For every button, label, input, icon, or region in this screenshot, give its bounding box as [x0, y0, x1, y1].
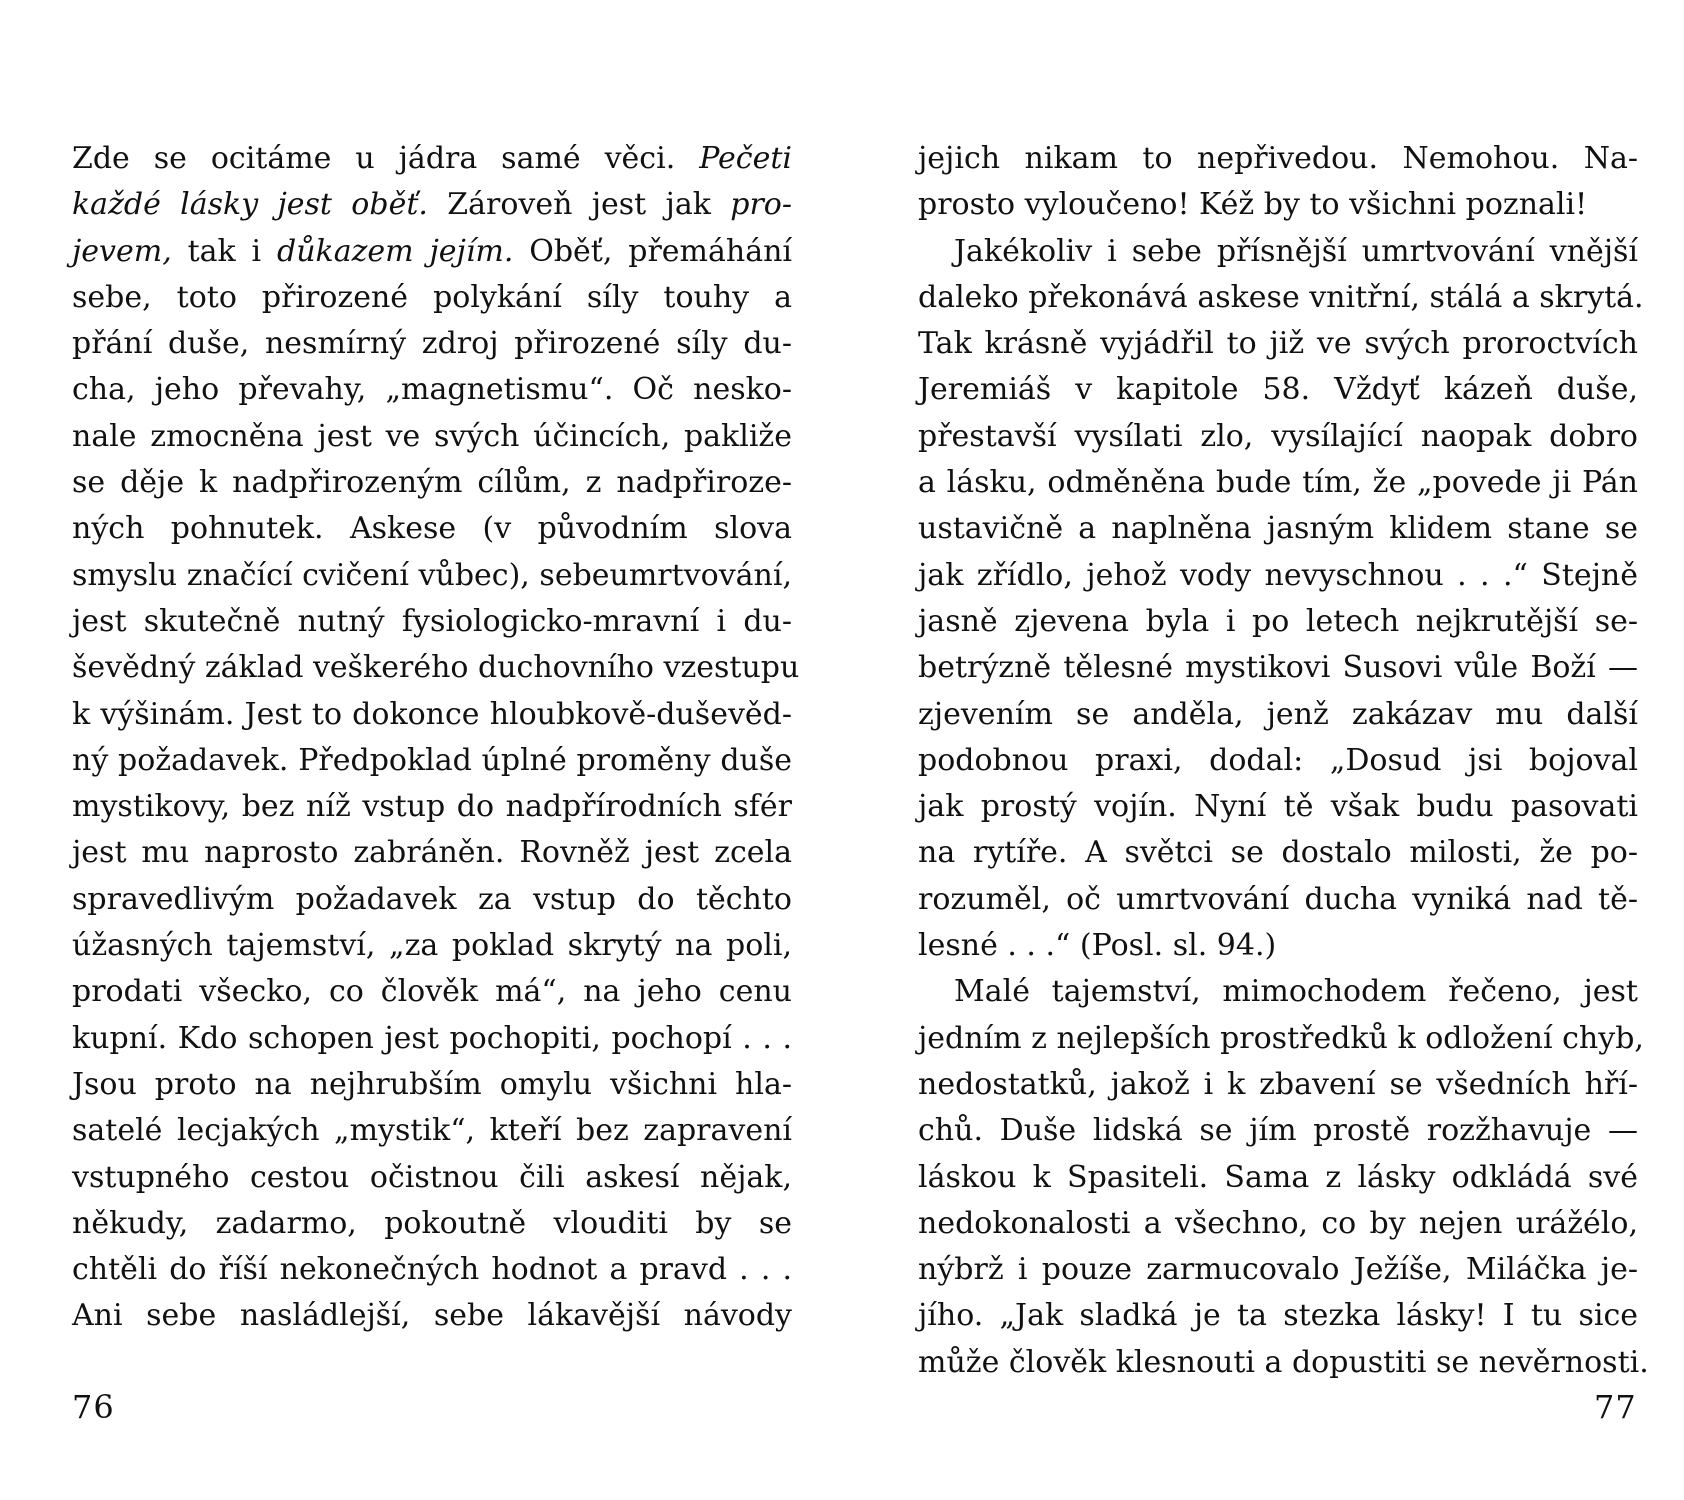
text-run: láskou k Spasiteli. Sama z lásky odkládá své	[918, 1159, 1638, 1195]
text-run: betrýzně tělesné mystikovi Susovi vůle Boží —	[918, 650, 1638, 686]
text-run: chů. Duše lidská se jím prostě rozžhavuje —	[918, 1113, 1638, 1149]
text-run: jedním z nejlepších prostředků k odložení chyb,	[918, 1020, 1644, 1056]
text-line	[72, 229, 792, 275]
text-run: ných pohnutek. Askese (v původním slova	[72, 511, 792, 547]
text-run: ševědný základ veškerého duchovního vzestupu	[72, 650, 800, 686]
text-line	[72, 321, 792, 367]
text-line	[72, 923, 792, 969]
text-line	[918, 367, 1638, 413]
text-run: zjevením se anděla, jenž zakázav mu další	[918, 696, 1638, 732]
text-line	[918, 275, 1644, 321]
text-line	[72, 1293, 792, 1339]
text-line	[918, 229, 1638, 275]
text-line	[918, 1293, 1638, 1339]
text-run: Jsou proto na nejhrubším omylu všichni hla-	[72, 1066, 792, 1102]
text-line	[72, 1247, 792, 1293]
text-run: Oběť, přemáhání	[513, 233, 792, 269]
text-line	[918, 1155, 1638, 1201]
text-line	[72, 1016, 792, 1062]
text-line	[72, 1062, 792, 1108]
italic-text: jevem,	[72, 233, 172, 269]
text-run: se děje k nadpřirozeným cílům, z nadpřiroze-	[72, 465, 792, 501]
text-line	[72, 692, 792, 738]
text-run: lesné . . .“ (Posl. sl. 94.)	[918, 928, 1277, 964]
text-run: jasně zjevena byla i po letech nejkrutější se-	[918, 603, 1638, 639]
text-run: rozuměl, oč umrtvování ducha vyniká nad tě-	[918, 881, 1638, 917]
text-line	[918, 182, 1638, 228]
text-run: kupní. Kdo schopen jest pochopiti, pochopí . . .	[72, 1020, 792, 1056]
text-run: někudy, zadarmo, pokoutně vlouditi by se	[72, 1205, 792, 1241]
text-run: podobnou praxi, dodal: „Dosud jsi bojoval	[918, 742, 1638, 778]
text-line	[918, 414, 1638, 460]
text-run: mystikovy, bez níž vstup do nadpřírodních sfér	[72, 789, 792, 825]
text-line	[72, 1155, 792, 1201]
text-run: Ani sebe nasládlejší, sebe lákavější návody	[72, 1298, 792, 1334]
italic-text: Pečeti	[699, 141, 792, 176]
text-run: ustavičně a naplněna jasným klidem stane se	[918, 511, 1638, 547]
text-line	[918, 923, 1638, 969]
text-line	[918, 506, 1638, 552]
text-run: Malé tajemství, mimochodem řečeno, jest	[954, 974, 1638, 1010]
text-run: satelé lecjakých „mystik“, kteří bez zapravení	[72, 1113, 792, 1149]
text-line	[918, 1340, 1649, 1386]
text-run: úžasných tajemství, „za poklad skrytý na poli,	[72, 928, 792, 964]
text-run: nedostatků, jakož i k zbavení se všedních hří-	[918, 1066, 1638, 1102]
text-line	[918, 321, 1638, 367]
text-run: může člověk klesnouti a dopustiti se nevěrnosti.	[918, 1344, 1649, 1380]
text-line	[72, 367, 792, 413]
text-line	[918, 553, 1638, 599]
text-run: daleko překonává askese vnitřní, stálá a skrytá.	[918, 279, 1644, 315]
text-run: přání duše, nesmírný zdroj přirozené síly du-	[72, 326, 792, 362]
text-run: nýbrž i pouze zarmucovalo Ježíše, Miláčka je-	[918, 1252, 1638, 1288]
text-line	[918, 1062, 1638, 1108]
text-run: jak prostý vojín. Nyní tě však budu pasovati	[918, 789, 1638, 825]
text-run: spravedlivým požadavek za vstup do těchto	[72, 881, 792, 917]
text-run: prosto vyloučeno! Kéž by to všichni poznali!	[918, 187, 1588, 223]
text-line	[918, 784, 1638, 830]
page-number-left: 76	[72, 1388, 115, 1426]
text-line	[72, 553, 792, 599]
text-run: prodati všecko, co člověk má“, na jeho cenu	[72, 974, 792, 1010]
text-run: vstupného cestou očistnou čili askesí nějak,	[72, 1159, 792, 1195]
text-line	[918, 1201, 1638, 1247]
text-line	[918, 877, 1638, 923]
text-line	[918, 969, 1638, 1015]
text-line	[72, 136, 792, 182]
text-line	[72, 275, 792, 321]
text-run: tak i	[171, 233, 278, 269]
text-run: jak zřídlo, jehož vody nevyschnou . . .“ Stejně	[918, 557, 1638, 593]
text-run: ný požadavek. Předpoklad úplné proměny duše	[72, 742, 792, 778]
text-line	[72, 182, 792, 228]
text-run: přestavší vysílati zlo, vysílající naopak dobro	[918, 418, 1638, 454]
text-run: Zde se ocitáme u jádra samé věci.	[72, 141, 700, 176]
text-line	[72, 969, 792, 1015]
text-run: Zároveň jest jak	[427, 187, 731, 223]
text-run: smyslu značící cvičení vůbec), sebeumrtvování,	[72, 557, 792, 593]
text-line	[918, 830, 1638, 876]
text-line	[918, 738, 1638, 784]
text-line	[72, 1201, 792, 1247]
text-line	[918, 645, 1638, 691]
text-run: jejich nikam to nepřivedou. Nemohou. Na-	[918, 141, 1638, 176]
text-line	[918, 599, 1638, 645]
text-line	[72, 830, 792, 876]
text-run: jest mu naprosto zabráněn. Rovněž jest zcela	[72, 835, 792, 871]
left-page-text	[72, 136, 800, 1340]
text-line	[72, 877, 792, 923]
text-line	[72, 599, 792, 645]
text-run: jího. „Jak sladká je ta stezka lásky! I tu sice	[918, 1298, 1638, 1334]
right-page-text	[918, 136, 1649, 1386]
text-line	[918, 460, 1638, 506]
text-line	[918, 1247, 1638, 1293]
text-run: jest skutečně nutný fysiologicko-mravní i du-	[72, 603, 792, 639]
text-run: k výšinám. Jest to dokonce hloubkově-duševěd-	[72, 696, 792, 732]
text-line	[72, 506, 792, 552]
text-run: na rytíře. A světci se dostalo milosti, že po-	[918, 835, 1638, 871]
text-line	[72, 784, 792, 830]
text-run: nedokonalosti a všechno, co by nejen urážélo,	[918, 1205, 1638, 1241]
text-run: chtěli do říší nekonečných hodnot a pravd . . .	[72, 1252, 792, 1288]
text-run: Jeremiáš v kapitole 58. Vždyť kázeň duše,	[918, 372, 1638, 408]
text-line	[918, 692, 1638, 738]
text-line	[918, 136, 1638, 182]
text-line	[918, 1016, 1644, 1062]
text-line	[72, 460, 792, 506]
text-run: cha, jeho převahy, „magnetismu“. Oč nesko-	[72, 372, 792, 408]
page-number-right: 77	[1594, 1388, 1637, 1426]
text-line	[918, 1108, 1638, 1154]
text-line	[72, 1108, 792, 1154]
italic-text: pro-	[730, 187, 792, 223]
text-run: nale zmocněna jest ve svých účincích, pakliže	[72, 418, 792, 454]
italic-text: každé lásky jest oběť.	[72, 187, 428, 223]
text-run: Tak krásně vyjádřil to již ve svých proroctvích	[918, 326, 1638, 362]
text-line	[72, 414, 792, 460]
text-run: a lásku, odměněna bude tím, že „povede ji Pán	[918, 465, 1638, 501]
text-line	[72, 738, 792, 784]
text-run: Jakékoliv i sebe přísnější umrtvování vnější	[954, 233, 1638, 269]
text-line	[72, 645, 800, 691]
italic-text: důkazem jejím.	[277, 233, 514, 269]
text-run: sebe, toto přirozené polykání síly touhy a	[72, 279, 792, 315]
